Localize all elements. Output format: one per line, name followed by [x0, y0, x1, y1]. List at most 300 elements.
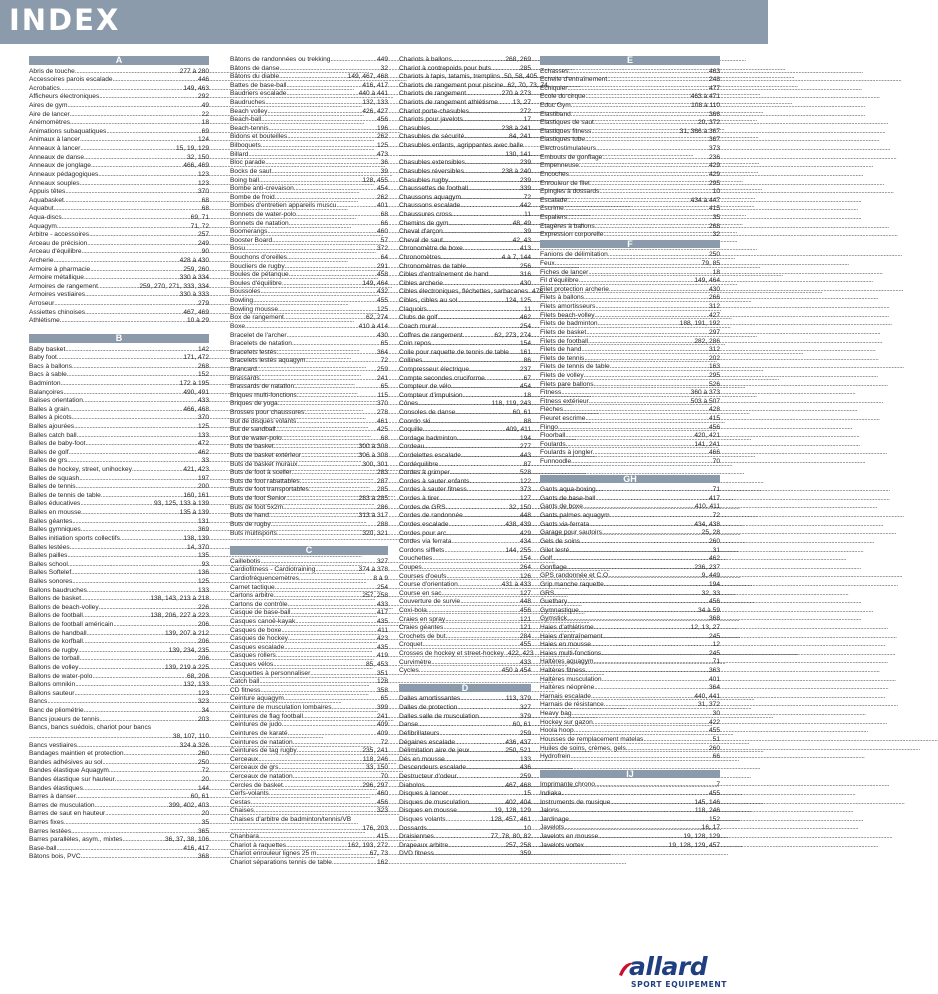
index-entry-name: Enrouleur de filet [540, 179, 590, 187]
brand-tagline: SPORT EQUIPEMENT [631, 980, 728, 989]
index-entry [540, 547, 720, 556]
index-entry-pages: 121 [519, 624, 531, 632]
index-entry [230, 65, 388, 74]
index-entry [399, 280, 531, 289]
leader-dots [67, 102, 200, 111]
index-entry [540, 355, 720, 364]
index-entry [540, 171, 720, 180]
leader-dots [332, 704, 376, 713]
leader-dots [455, 409, 511, 418]
index-entry-pages: 446 [197, 76, 209, 84]
leader-dots [85, 291, 179, 300]
index-entry-pages: 426, 427 [362, 107, 388, 115]
leader-dots [466, 263, 519, 272]
leader-dots [282, 435, 380, 444]
index-entry-name: Ballons de torball [29, 655, 80, 663]
index-entry-name: Filets de tennis de table [540, 363, 610, 371]
index-entry-name: Filets de football [540, 337, 589, 345]
index-entry-pages: 67 [523, 374, 531, 382]
index-entry [230, 99, 388, 108]
index-entry-pages: 71, 72 [190, 222, 209, 230]
index-entry-pages: 431 à 433 [501, 581, 531, 589]
index-entry-name: Instruments de musique [540, 798, 611, 806]
index-entry-name: Athlétisme [29, 317, 60, 325]
leader-dots [67, 371, 197, 380]
index-entry-pages: 436 [519, 764, 531, 772]
index-entry-name: Draisiennes [399, 833, 434, 841]
leader-dots [332, 859, 376, 868]
index-entry [230, 859, 388, 868]
index-entry [399, 598, 531, 607]
index-entry-name: Badminton [29, 379, 61, 387]
index-entry-name: Cordons sifflets [399, 546, 445, 554]
index-entry [230, 263, 388, 272]
index-entry-name: Chariots pour javelots [399, 116, 463, 124]
index-entry-pages: 456 [376, 798, 388, 806]
index-entry-name: Bandes élastique Aquagym [29, 767, 109, 775]
index-entry-name: Aquabasket [29, 196, 64, 204]
index-entry-pages: 306 à 308 [358, 452, 388, 460]
index-entry-name: Haies d'athlétisme [540, 624, 594, 631]
index-entry-name: Cibles, cibles au sol [399, 297, 458, 305]
index-entry-name: Délimitation aire de jeux [399, 747, 470, 755]
index-entry-name: Cibles d'entraînement de hand [399, 271, 489, 279]
index-entry-name: Filet protection archerie [540, 285, 609, 293]
leader-dots [425, 782, 505, 791]
index-entry [540, 180, 720, 189]
leader-dots [72, 578, 197, 587]
index-entry [230, 202, 388, 211]
leader-dots [463, 332, 494, 341]
index-entry [399, 443, 531, 452]
index-entry-pages: 200 [197, 483, 209, 491]
index-entry [230, 392, 388, 401]
index-entry-pages: 141, 241 [694, 440, 720, 448]
index-entry-pages: 60, 61 [512, 408, 531, 416]
index-entry-pages: 160, 161 [183, 491, 209, 499]
index-entry [29, 664, 209, 673]
index-entry-pages: 206 [197, 655, 209, 663]
index-entry-name: GPS randonnée et C.O [540, 572, 609, 580]
index-entry-name: Arroseur [29, 300, 55, 308]
index-entry [540, 633, 720, 642]
index-entry-pages: 358 [376, 686, 388, 694]
index-entry-pages: 442 [519, 202, 531, 210]
leader-dots [283, 504, 376, 513]
index-entry-name: Casques de boxe [230, 626, 282, 634]
index-entry [540, 294, 720, 303]
section-header: F [540, 240, 720, 249]
index-entry [29, 466, 209, 475]
index-entry-pages: 72 [380, 738, 388, 746]
index-entry [540, 162, 720, 171]
index-entry [399, 332, 531, 341]
index-entry-name: Compte secondes cruciforme [399, 374, 485, 382]
index-entry-name: Chaussons aquagym [399, 193, 461, 201]
index-entry-pages: 434 à 447 [690, 196, 720, 204]
leader-dots [588, 269, 711, 278]
index-entry-pages: 268 [197, 362, 209, 370]
index-entry [540, 658, 720, 667]
index-entry-name: Jalons [540, 807, 560, 815]
index-entry-name: Battes de base-ball [230, 81, 287, 89]
index-entry-name: Chariots de rangement pour piscine [399, 81, 504, 89]
index-entry-name: Filets de tennis [540, 354, 585, 362]
index-entry-name: Hydrofrein [540, 753, 571, 761]
index-entry-name: Cordes à sauter fitness [399, 486, 467, 494]
index-entry-name: Gilet lesté [540, 546, 570, 554]
leader-dots [61, 380, 179, 389]
leader-dots [260, 375, 376, 384]
index-entry-name: Coach mural [399, 322, 437, 330]
leader-dots [608, 572, 700, 581]
index-entry-name: Cartons arbitre [230, 592, 274, 600]
leader-dots [274, 443, 358, 452]
index-entry [540, 598, 720, 607]
index-entry-name: Balles gymniques [29, 526, 81, 534]
leader-dots [580, 538, 708, 547]
index-entry [540, 512, 720, 521]
index-entry-name: Bonnets de natation [230, 219, 289, 227]
leader-dots [267, 108, 361, 117]
index-entry [399, 713, 531, 722]
index-entry-name: Ballons de football américain [29, 621, 114, 628]
index-entry-pages: 172 à 195 [179, 379, 209, 387]
index-entry-pages: 420, 421 [694, 432, 720, 440]
leader-dots [89, 231, 197, 240]
leader-dots [81, 509, 179, 518]
index-entry-pages: 36, 37, 38, 106 [165, 836, 209, 844]
index-entry-pages: 32, 150 [187, 153, 209, 161]
index-entry-pages: 360 à 373 [690, 389, 720, 397]
brand-name: allard [629, 952, 708, 981]
index-entry-name: Bandes élastique sur hauteur [29, 775, 115, 783]
index-entry-pages: 259, 260 [183, 265, 209, 273]
index-entry-pages: 473 [376, 150, 388, 158]
index-entry-pages: 478 [532, 288, 544, 296]
index-entry-name: Baby basket [29, 345, 66, 353]
leader-dots [469, 799, 504, 808]
index-entry [230, 82, 388, 91]
index-entry-pages: 433 [519, 658, 531, 666]
index-entry-pages: 226 [197, 603, 209, 611]
index-entry-name: Descendeurs escalade [399, 764, 467, 772]
index-entry-name: Balles à picots [29, 414, 72, 422]
index-entry-name: Drapeaux arbitre [399, 841, 449, 849]
index-entry [540, 564, 720, 573]
leader-dots [296, 418, 376, 427]
index-entry-pages: 312 [708, 303, 720, 311]
index-entry-name: Ceintures de flag football [230, 712, 303, 720]
index-entry [399, 375, 531, 384]
index-entry-name: Balles lestées [29, 543, 70, 551]
index-entry-pages: 4 à 7, 144 [501, 254, 531, 262]
leader-dots [282, 721, 376, 730]
leader-dots [68, 561, 201, 570]
index-entry-pages: 68 [380, 434, 388, 442]
index-entry-pages: 259 [376, 365, 388, 373]
index-entry-pages: 10 à 29 [187, 317, 209, 325]
index-entry [399, 323, 531, 332]
leader-dots [571, 458, 711, 467]
leader-dots [593, 719, 708, 728]
leader-dots [72, 518, 197, 527]
leader-dots [265, 99, 361, 108]
index-entry-name: Chariots à tapis, tatamis, tremplins [399, 73, 501, 81]
index-entry-pages: 277 à 280 [179, 67, 209, 75]
index-entry-name: Chaussons escalade [399, 202, 461, 210]
index-entry-name: Archerie [29, 257, 54, 265]
index-entry-pages: 19, 128, 129, 457 [668, 841, 720, 849]
index-entry-name: Anneaux à lancer [29, 145, 81, 153]
leader-dots [290, 609, 376, 618]
leader-dots [418, 400, 491, 409]
index-entry-pages: 144 [197, 784, 209, 792]
index-entry-name: Balles ajourées [29, 422, 75, 430]
index-entry [29, 93, 209, 102]
index-entry-name: Bilboquets [230, 142, 261, 150]
index-entry [230, 469, 388, 478]
index-entry [399, 667, 531, 676]
index-entry [540, 572, 720, 581]
index-entry [540, 406, 720, 415]
index-entry-name: Chariots à ballons [399, 56, 452, 63]
index-entry [230, 151, 388, 160]
index-entry-pages: 410, 411 [694, 503, 720, 511]
index-entry-name: Ceintures de natation [230, 738, 293, 746]
leader-dots [561, 389, 689, 398]
index-entry-pages: 35 [712, 213, 720, 221]
leader-dots [446, 530, 519, 539]
leader-dots [248, 151, 376, 160]
index-entry [230, 825, 388, 834]
index-entry [399, 90, 531, 99]
index-entry [29, 526, 209, 535]
index-entry [230, 349, 388, 358]
index-entry-name: Disques en mousse [399, 807, 457, 815]
index-entry-name: Boxe [230, 322, 246, 330]
index-entry [230, 618, 388, 627]
index-entry [29, 716, 209, 725]
leader-dots [599, 188, 711, 197]
index-entry-name: Foulards à jongler [540, 449, 593, 457]
leader-dots [467, 486, 519, 495]
index-entry-pages: 72 [380, 357, 388, 365]
index-entry-name: Gants de base-ball [540, 494, 596, 502]
leader-dots [80, 655, 197, 664]
index-entry-pages: 236 [708, 153, 720, 161]
index-entry-name: Bowling mousse [230, 305, 279, 313]
index-entry-pages: 124, 125 [505, 297, 531, 305]
index-entry-pages: 368 [197, 853, 209, 861]
index-entry [230, 566, 388, 575]
index-entry [230, 842, 388, 851]
leader-dots [297, 747, 362, 756]
index-entry-pages: 154 [519, 340, 531, 348]
index-entry-name: Appuis têtes [29, 188, 66, 196]
index-entry-name: Embouts de gonflage [540, 153, 603, 161]
leader-dots [418, 721, 512, 730]
leader-dots [457, 297, 504, 306]
index-entry-pages: 257, 258 [362, 592, 388, 600]
index-entry [230, 366, 388, 375]
index-entry-name: Chanbara [230, 833, 259, 841]
index-entry-pages: 133 [197, 431, 209, 439]
index-entry [29, 423, 209, 432]
index-entry-pages: 277 [519, 443, 531, 451]
index-entry-name: Coffres de rangement [399, 331, 463, 339]
leader-dots [80, 180, 197, 189]
leader-dots [288, 730, 376, 739]
leader-dots [561, 790, 708, 799]
index-entry-name: Billard [230, 150, 249, 158]
leader-dots [585, 93, 689, 102]
index-entry-pages: 194 [519, 434, 531, 442]
leader-dots [254, 807, 376, 816]
index-entry-name: Javelots [540, 824, 565, 832]
index-entry [29, 475, 209, 484]
index-entry-pages: 259 [519, 729, 531, 737]
index-entry-pages: 8 à 9 [373, 574, 388, 582]
index-entry [29, 205, 209, 214]
leader-dots [269, 125, 376, 134]
index-entry-pages: 259 [519, 772, 531, 780]
index-entry [399, 426, 531, 435]
index-entry-name: Bâtons du diable [230, 73, 280, 81]
index-entry-name: Filets pare ballons [540, 380, 594, 388]
index-entry [399, 807, 531, 816]
index-entry-pages: 18 [201, 119, 209, 127]
index-entry-pages: 39 [380, 167, 388, 175]
index-entry-name: Balançoires [29, 388, 64, 396]
leader-dots [563, 406, 708, 415]
index-entry [29, 845, 209, 854]
index-entry-pages: 456 [519, 607, 531, 614]
index-entry-name: Buts de foot transportables [230, 486, 309, 494]
index-entry [230, 584, 388, 593]
index-entry [230, 280, 388, 289]
index-entry [399, 151, 531, 160]
index-entry-pages: 136 [197, 569, 209, 577]
index-entry-name: Bonnets de water-polo [230, 210, 296, 218]
index-entry-pages: 128, 455 [362, 176, 388, 184]
index-entry [230, 713, 388, 722]
index-entry-pages: 260 [708, 744, 720, 752]
leader-dots [463, 116, 523, 125]
index-entry-pages: 428 à 430 [179, 257, 209, 265]
index-entry-pages: 71 [712, 658, 720, 666]
index-entry-name: Coupes [399, 563, 422, 571]
index-entry-pages: 456 [708, 423, 720, 431]
leader-dots [265, 159, 379, 168]
index-entry-pages: 415 [708, 205, 720, 213]
leader-dots [113, 76, 197, 85]
leader-dots [310, 670, 376, 679]
leader-dots [71, 828, 197, 837]
leader-dots [284, 644, 376, 653]
index-entry-pages: 410 à 414 [358, 322, 388, 330]
index-entry [230, 116, 388, 125]
leader-dots [124, 750, 197, 759]
leader-dots [579, 607, 697, 616]
index-entry [29, 380, 209, 389]
index-entry-name: Casquettes à personnaliser [230, 669, 311, 677]
index-entry-name: Brassards [230, 374, 260, 382]
index-entry-pages: 86 [523, 357, 531, 365]
leader-dots [448, 220, 511, 229]
leader-dots [78, 664, 164, 673]
index-entry [29, 544, 209, 553]
index-entry [29, 483, 209, 492]
index-entry [230, 644, 388, 653]
leader-dots [132, 466, 182, 475]
index-entry [230, 443, 388, 452]
index-entry-pages: 68 [201, 196, 209, 204]
index-entry-pages: 71 [712, 486, 720, 494]
index-entry [230, 678, 388, 687]
index-entry-pages: 20, 372 [698, 119, 720, 127]
leader-dots [607, 76, 708, 85]
index-entry [29, 569, 209, 578]
index-entry [29, 698, 209, 707]
index-entry-pages: 369 [197, 526, 209, 534]
index-entry [540, 441, 720, 450]
leader-dots [261, 116, 376, 125]
leader-dots [457, 435, 519, 444]
index-entry [29, 102, 209, 111]
leader-dots [579, 277, 694, 286]
index-entry [399, 833, 531, 842]
leader-dots [595, 495, 708, 504]
index-entry-pages: 264 [519, 563, 531, 571]
leader-dots [604, 701, 697, 710]
index-entry [29, 76, 209, 85]
index-entry-pages: 128 [376, 678, 388, 686]
leader-dots [591, 641, 712, 650]
index-entry-name: Casques rollers [230, 652, 276, 660]
leader-dots [300, 478, 376, 487]
leader-dots [572, 710, 712, 719]
index-entry [540, 269, 720, 278]
index-entry-name: Elastiband [540, 110, 571, 118]
index-entry [230, 661, 388, 670]
index-entry-pages: 279 [197, 300, 209, 308]
leader-dots [278, 764, 365, 773]
leader-dots [566, 441, 694, 450]
leader-dots [593, 449, 708, 458]
index-entry [540, 667, 720, 676]
index-entry-pages: 90 [201, 248, 209, 256]
index-entry-pages: 288 [376, 520, 388, 528]
index-entry-name: Dés en mousse [399, 755, 445, 763]
index-entry [540, 145, 720, 154]
index-entry-name: CD fitness [230, 686, 261, 694]
leader-dots [259, 177, 361, 186]
leader-dots [330, 56, 376, 65]
index-entry-pages: 11 [524, 210, 531, 218]
index-entry-pages: 132, 133 [362, 99, 388, 107]
index-entry [399, 133, 531, 142]
index-entry-pages: 64 [380, 254, 388, 262]
index-entry [399, 816, 531, 825]
index-entry-name: Gants via-ferrata [540, 520, 590, 528]
index-entry [29, 397, 209, 406]
index-entry [29, 578, 209, 587]
index-entry-name: Catch ball [230, 678, 260, 686]
index-entry [29, 655, 209, 664]
index-entry [230, 461, 388, 470]
index-entry-pages: 48, 49 [512, 219, 531, 227]
